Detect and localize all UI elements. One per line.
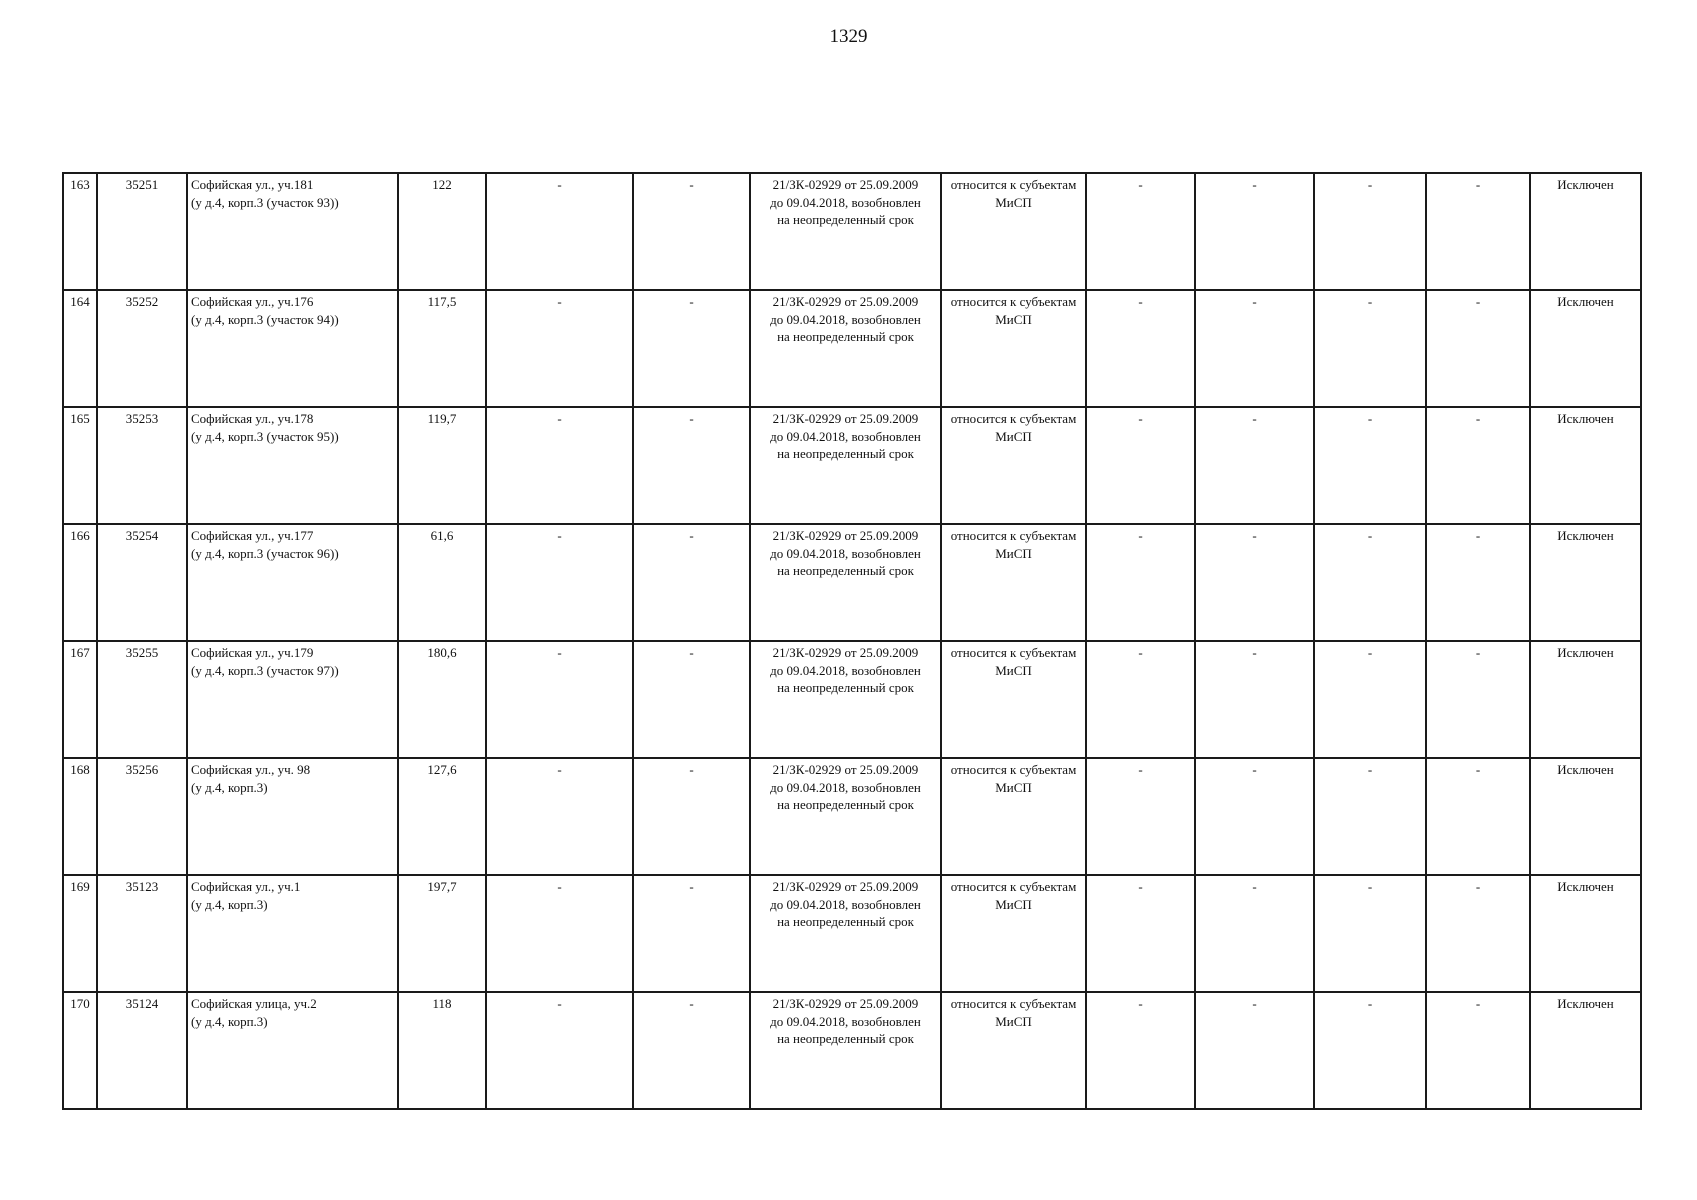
page-number: 1329	[829, 26, 868, 47]
address-cell-text: (у д.4, корп.3)	[191, 896, 268, 912]
object-code-cell-text: 35124	[125, 996, 159, 1011]
address-cell-text: Софийская ул., уч. 98	[191, 762, 311, 777]
record-status-cell-text: Исключен	[1557, 762, 1614, 777]
sme-status-cell-text: относится к субъектам	[950, 879, 1077, 894]
area-cell-text: 119,7	[427, 411, 457, 426]
sme-status-cell-text: МиСП	[995, 779, 1032, 795]
column-5-cell	[486, 875, 633, 992]
area-cell-text: 61,6	[430, 528, 454, 543]
contract-cell-text: 21/ЗК-02929 от 25.09.2009	[772, 294, 919, 309]
object-code-cell	[97, 641, 187, 758]
column-12-cell	[1426, 758, 1530, 875]
object-code-cell	[97, 758, 187, 875]
sme-status-cell	[941, 992, 1086, 1109]
column-12-cell-text: -	[1475, 996, 1481, 1011]
address-cell-text: (у д.4, корп.3 (участок 94))	[191, 311, 339, 327]
sme-status-cell	[941, 407, 1086, 524]
column-6-cell-text: -	[689, 879, 694, 894]
address-cell	[187, 173, 398, 290]
column-10-cell-text: -	[1252, 645, 1257, 660]
object-code-cell	[97, 407, 187, 524]
row-number-cell	[63, 290, 97, 407]
sme-status-cell-text: относится к субъектам	[950, 177, 1077, 192]
record-status-cell-text: Исключен	[1557, 411, 1614, 426]
address-cell-text: (у д.4, корп.3)	[191, 779, 268, 795]
column-10-cell-text: -	[1252, 996, 1257, 1011]
column-9-cell-text: -	[1138, 411, 1143, 426]
column-9-cell	[1086, 641, 1195, 758]
area-cell-text: 180,6	[427, 645, 457, 660]
object-code-cell-text: 35256	[125, 762, 159, 777]
column-10-cell	[1195, 875, 1314, 992]
column-10-cell-text: -	[1252, 879, 1257, 894]
contract-cell-text: на неопределенный срок	[777, 797, 914, 812]
column-9-cell	[1086, 173, 1195, 290]
column-6-cell-text: -	[689, 645, 694, 660]
column-5-cell	[486, 173, 633, 290]
address-cell-text: Софийская ул., уч.177	[191, 528, 314, 543]
column-5-cell-text: -	[557, 528, 562, 543]
address-cell-text: (у д.4, корп.3)	[191, 1013, 268, 1029]
column-9-cell	[1086, 875, 1195, 992]
object-code-cell	[97, 290, 187, 407]
column-6-cell-text: -	[689, 294, 694, 309]
sme-status-cell-text: МиСП	[995, 311, 1032, 327]
contract-cell-text: до 09.04.2018, возобновлен	[770, 545, 921, 561]
column-9-cell-text: -	[1138, 762, 1143, 777]
column-12-cell	[1426, 173, 1530, 290]
contract-cell-text: на неопределенный срок	[777, 212, 914, 227]
object-code-cell	[97, 524, 187, 641]
table-row	[63, 758, 1641, 875]
column-9-cell-text: -	[1138, 294, 1143, 309]
sme-status-cell-text: относится к субъектам	[950, 528, 1077, 543]
row-number-cell	[63, 758, 97, 875]
column-5-cell	[486, 290, 633, 407]
address-cell-text: Софийская ул., уч.181	[191, 177, 314, 192]
column-5-cell-text: -	[557, 996, 562, 1011]
record-status-cell	[1530, 407, 1641, 524]
column-12-cell-text: -	[1475, 645, 1481, 660]
table-row	[63, 524, 1641, 641]
record-status-cell	[1530, 875, 1641, 992]
contract-cell-text: 21/ЗК-02929 от 25.09.2009	[772, 177, 919, 192]
column-10-cell-text: -	[1252, 177, 1257, 192]
column-9-cell-text: -	[1138, 177, 1143, 192]
column-11-cell	[1314, 875, 1426, 992]
table-row	[63, 992, 1641, 1109]
object-code-cell-text: 35253	[125, 411, 159, 426]
area-cell-text: 118	[432, 996, 452, 1011]
column-10-cell	[1195, 641, 1314, 758]
object-code-cell-text: 35123	[125, 879, 159, 894]
address-cell-text: (у д.4, корп.3 (участок 95))	[191, 428, 339, 444]
contract-cell-text: 21/ЗК-02929 от 25.09.2009	[772, 762, 919, 777]
record-status-cell	[1530, 173, 1641, 290]
sme-status-cell-text: МиСП	[995, 896, 1032, 912]
sme-status-cell	[941, 173, 1086, 290]
contract-cell-text: 21/ЗК-02929 от 25.09.2009	[772, 996, 919, 1011]
address-cell	[187, 875, 398, 992]
address-cell-text: Софийская ул., уч.1	[191, 879, 301, 894]
table-row	[63, 173, 1641, 290]
column-12-cell-text: -	[1475, 879, 1481, 894]
column-6-cell	[633, 875, 750, 992]
table-body	[63, 173, 1641, 1109]
sme-status-cell-text: МиСП	[995, 545, 1032, 561]
row-number-cell	[63, 875, 97, 992]
column-10-cell	[1195, 992, 1314, 1109]
contract-cell-text: на неопределенный срок	[777, 446, 914, 461]
column-10-cell	[1195, 758, 1314, 875]
address-cell	[187, 992, 398, 1109]
row-number-cell	[63, 407, 97, 524]
row-number-cell-text: 163	[70, 177, 90, 192]
column-11-cell	[1314, 407, 1426, 524]
row-number-cell	[63, 173, 97, 290]
contract-cell-text: на неопределенный срок	[777, 680, 914, 695]
address-cell-text: (у д.4, корп.3 (участок 96))	[191, 545, 339, 561]
column-6-cell-text: -	[689, 762, 694, 777]
record-status-cell-text: Исключен	[1557, 294, 1614, 309]
object-code-cell-text: 35255	[125, 645, 159, 660]
column-5-cell	[486, 641, 633, 758]
column-6-cell-text: -	[689, 528, 694, 543]
contract-cell-text: 21/ЗК-02929 от 25.09.2009	[772, 879, 919, 894]
contract-cell-text: до 09.04.2018, возобновлен	[770, 1013, 921, 1029]
row-number-cell	[63, 992, 97, 1109]
sme-status-cell	[941, 875, 1086, 992]
record-status-cell-text: Исключен	[1557, 645, 1614, 660]
column-12-cell	[1426, 641, 1530, 758]
column-5-cell-text: -	[557, 294, 562, 309]
row-number-cell	[63, 524, 97, 641]
area-cell-text: 122	[432, 177, 452, 192]
contract-cell	[750, 290, 941, 407]
area-cell	[398, 407, 486, 524]
column-6-cell	[633, 290, 750, 407]
column-11-cell	[1314, 524, 1426, 641]
contract-cell-text: до 09.04.2018, возобновлен	[770, 311, 921, 327]
column-5-cell-text: -	[557, 411, 562, 426]
column-10-cell-text: -	[1252, 762, 1257, 777]
address-cell-text: Софийская ул., уч.179	[191, 645, 314, 660]
column-10-cell	[1195, 524, 1314, 641]
area-cell	[398, 524, 486, 641]
column-12-cell	[1426, 524, 1530, 641]
column-6-cell-text: -	[689, 411, 694, 426]
contract-cell-text: на неопределенный срок	[777, 1031, 914, 1046]
column-5-cell-text: -	[557, 177, 562, 192]
area-cell	[398, 641, 486, 758]
area-cell	[398, 290, 486, 407]
address-cell-text: (у д.4, корп.3 (участок 93))	[191, 194, 339, 210]
sme-status-cell-text: относится к субъектам	[950, 294, 1077, 309]
column-11-cell-text: -	[1367, 879, 1373, 894]
column-10-cell-text: -	[1252, 411, 1257, 426]
column-6-cell	[633, 641, 750, 758]
area-cell	[398, 875, 486, 992]
column-5-cell	[486, 992, 633, 1109]
column-11-cell	[1314, 992, 1426, 1109]
area-cell-text: 127,6	[427, 762, 457, 777]
column-6-cell-text: -	[689, 996, 694, 1011]
contract-cell-text: до 09.04.2018, возобновлен	[770, 428, 921, 444]
sme-status-cell	[941, 758, 1086, 875]
sme-status-cell-text: МиСП	[995, 428, 1032, 444]
sme-status-cell-text: МиСП	[995, 194, 1032, 210]
contract-cell-text: на неопределенный срок	[777, 329, 914, 344]
column-12-cell-text: -	[1475, 528, 1481, 543]
column-6-cell-text: -	[689, 177, 694, 192]
column-5-cell	[486, 407, 633, 524]
sme-status-cell	[941, 290, 1086, 407]
contract-cell-text: до 09.04.2018, возобновлен	[770, 896, 921, 912]
row-number-cell-text: 167	[70, 645, 90, 660]
registry-table	[62, 172, 1642, 1110]
sme-status-cell	[941, 641, 1086, 758]
column-9-cell	[1086, 407, 1195, 524]
row-number-cell-text: 164	[70, 294, 90, 309]
record-status-cell	[1530, 758, 1641, 875]
contract-cell-text: до 09.04.2018, возобновлен	[770, 194, 921, 210]
row-number-cell-text: 165	[70, 411, 90, 426]
column-6-cell	[633, 407, 750, 524]
column-10-cell-text: -	[1252, 294, 1257, 309]
record-status-cell-text: Исключен	[1557, 177, 1614, 192]
object-code-cell	[97, 992, 187, 1109]
column-12-cell-text: -	[1475, 762, 1481, 777]
column-11-cell-text: -	[1367, 645, 1373, 660]
address-cell-text: Софийская ул., уч.176	[191, 294, 314, 309]
column-5-cell-text: -	[557, 645, 562, 660]
column-9-cell	[1086, 290, 1195, 407]
address-cell-text: (у д.4, корп.3 (участок 97))	[191, 662, 339, 678]
column-6-cell	[633, 173, 750, 290]
contract-cell	[750, 524, 941, 641]
contract-cell-text: 21/ЗК-02929 от 25.09.2009	[772, 411, 919, 426]
column-9-cell	[1086, 524, 1195, 641]
address-cell	[187, 524, 398, 641]
row-number-cell-text: 166	[70, 528, 90, 543]
column-10-cell	[1195, 407, 1314, 524]
address-cell	[187, 758, 398, 875]
contract-cell	[750, 641, 941, 758]
column-9-cell	[1086, 992, 1195, 1109]
record-status-cell	[1530, 992, 1641, 1109]
column-12-cell	[1426, 407, 1530, 524]
contract-cell	[750, 875, 941, 992]
column-9-cell-text: -	[1138, 528, 1143, 543]
column-11-cell	[1314, 290, 1426, 407]
column-11-cell-text: -	[1367, 528, 1373, 543]
record-status-cell-text: Исключен	[1557, 528, 1614, 543]
row-number-cell	[63, 641, 97, 758]
column-9-cell-text: -	[1138, 645, 1143, 660]
area-cell-text: 197,7	[427, 879, 457, 894]
column-10-cell	[1195, 173, 1314, 290]
sme-status-cell	[941, 524, 1086, 641]
column-6-cell	[633, 524, 750, 641]
address-cell-text: Софийская улица, уч.2	[191, 996, 317, 1011]
column-9-cell-text: -	[1138, 879, 1143, 894]
area-cell-text: 117,5	[427, 294, 457, 309]
column-11-cell-text: -	[1367, 996, 1373, 1011]
table-row	[63, 875, 1641, 992]
object-code-cell	[97, 173, 187, 290]
column-11-cell-text: -	[1367, 294, 1373, 309]
column-11-cell-text: -	[1367, 177, 1373, 192]
address-cell-text: Софийская ул., уч.178	[191, 411, 314, 426]
sme-status-cell-text: МиСП	[995, 1013, 1032, 1029]
contract-cell-text: 21/ЗК-02929 от 25.09.2009	[772, 645, 919, 660]
address-cell	[187, 641, 398, 758]
table-row	[63, 641, 1641, 758]
table-row	[63, 407, 1641, 524]
column-11-cell-text: -	[1367, 762, 1373, 777]
table-row	[63, 290, 1641, 407]
column-10-cell-text: -	[1252, 528, 1257, 543]
column-5-cell-text: -	[557, 879, 562, 894]
column-5-cell	[486, 524, 633, 641]
record-status-cell	[1530, 524, 1641, 641]
sme-status-cell-text: относится к субъектам	[950, 411, 1077, 426]
record-status-cell-text: Исключен	[1557, 996, 1614, 1011]
row-number-cell-text: 169	[70, 879, 90, 894]
column-9-cell	[1086, 758, 1195, 875]
column-10-cell	[1195, 290, 1314, 407]
contract-cell-text: до 09.04.2018, возобновлен	[770, 662, 921, 678]
contract-cell	[750, 758, 941, 875]
row-number-cell-text: 168	[70, 762, 90, 777]
contract-cell	[750, 407, 941, 524]
column-12-cell-text: -	[1475, 294, 1481, 309]
contract-cell	[750, 992, 941, 1109]
area-cell	[398, 173, 486, 290]
column-12-cell-text: -	[1475, 411, 1481, 426]
column-12-cell-text: -	[1475, 177, 1481, 192]
contract-cell-text: на неопределенный срок	[777, 563, 914, 578]
column-12-cell	[1426, 290, 1530, 407]
column-11-cell	[1314, 173, 1426, 290]
address-cell	[187, 407, 398, 524]
contract-cell-text: 21/ЗК-02929 от 25.09.2009	[772, 528, 919, 543]
column-6-cell	[633, 758, 750, 875]
sme-status-cell-text: относится к субъектам	[950, 762, 1077, 777]
record-status-cell	[1530, 641, 1641, 758]
column-5-cell	[486, 758, 633, 875]
column-11-cell	[1314, 758, 1426, 875]
contract-cell-text: до 09.04.2018, возобновлен	[770, 779, 921, 795]
column-6-cell	[633, 992, 750, 1109]
column-11-cell	[1314, 641, 1426, 758]
column-11-cell-text: -	[1367, 411, 1373, 426]
column-12-cell	[1426, 992, 1530, 1109]
sme-status-cell-text: относится к субъектам	[950, 645, 1077, 660]
object-code-cell-text: 35254	[125, 528, 159, 543]
record-status-cell	[1530, 290, 1641, 407]
area-cell	[398, 758, 486, 875]
column-5-cell-text: -	[557, 762, 562, 777]
object-code-cell	[97, 875, 187, 992]
contract-cell-text: на неопределенный срок	[777, 914, 914, 929]
area-cell	[398, 992, 486, 1109]
column-9-cell-text: -	[1138, 996, 1143, 1011]
object-code-cell-text: 35252	[125, 294, 159, 309]
contract-cell	[750, 173, 941, 290]
record-status-cell-text: Исключен	[1557, 879, 1614, 894]
address-cell	[187, 290, 398, 407]
object-code-cell-text: 35251	[125, 177, 159, 192]
sme-status-cell-text: МиСП	[995, 662, 1032, 678]
column-12-cell	[1426, 875, 1530, 992]
sme-status-cell-text: относится к субъектам	[950, 996, 1077, 1011]
row-number-cell-text: 170	[70, 996, 90, 1011]
